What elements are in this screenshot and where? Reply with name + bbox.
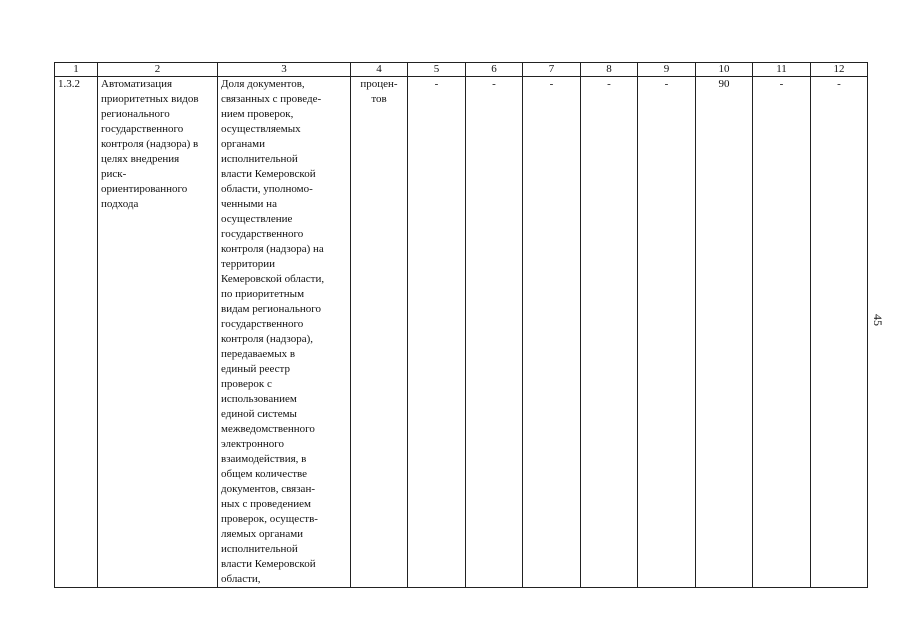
document-table (54, 62, 868, 588)
column-header-11: 11 (753, 63, 811, 77)
column-header-8: 8 (581, 63, 638, 77)
column-header-10: 10 (696, 63, 753, 77)
header-row (55, 63, 868, 77)
row-code: 1.3.2 (55, 77, 98, 588)
row-value-8: - (581, 77, 638, 588)
row-unit: процен- тов (351, 77, 408, 588)
row-value-5: - (408, 77, 466, 588)
column-header-12: 12 (811, 63, 868, 77)
row-name: Автоматизация приоритетных видов регионального государственного контроля (надзора) в целях внедрения риск- ориентированного подхода (98, 77, 218, 588)
column-header-2: 2 (98, 63, 218, 77)
column-header-7: 7 (523, 63, 581, 77)
page-number: 45 (871, 314, 885, 326)
row-value-11: - (753, 77, 811, 588)
column-header-1: 1 (55, 63, 98, 77)
column-header-5: 5 (408, 63, 466, 77)
column-header-9: 9 (638, 63, 696, 77)
column-header-6: 6 (466, 63, 523, 77)
column-header-3: 3 (218, 63, 351, 77)
row-value-6: - (466, 77, 523, 588)
column-header-4: 4 (351, 63, 408, 77)
row-value-7: - (523, 77, 581, 588)
row-indicator: Доля документов, связанных с проведе- нием проверок, осуществляемых органами исполнительной власти Кемеровской области, уполномо- ченными на осуществление государственного контроля (надзора) на территории Кемеровской области, по приоритетным видам регионального государственного контроля (надзора), передаваемых в единый реестр проверок с использованием единой системы межведомственного электронного взаимодействия, в общем количестве документов, связан- ных с проведением проверок, осуществ- ляемых органами исполнительной власти Кемеровской области, (218, 77, 351, 588)
row-value-10: 90 (696, 77, 753, 588)
row-value-12: - (811, 77, 868, 588)
table-row (55, 77, 868, 588)
row-value-9: - (638, 77, 696, 588)
